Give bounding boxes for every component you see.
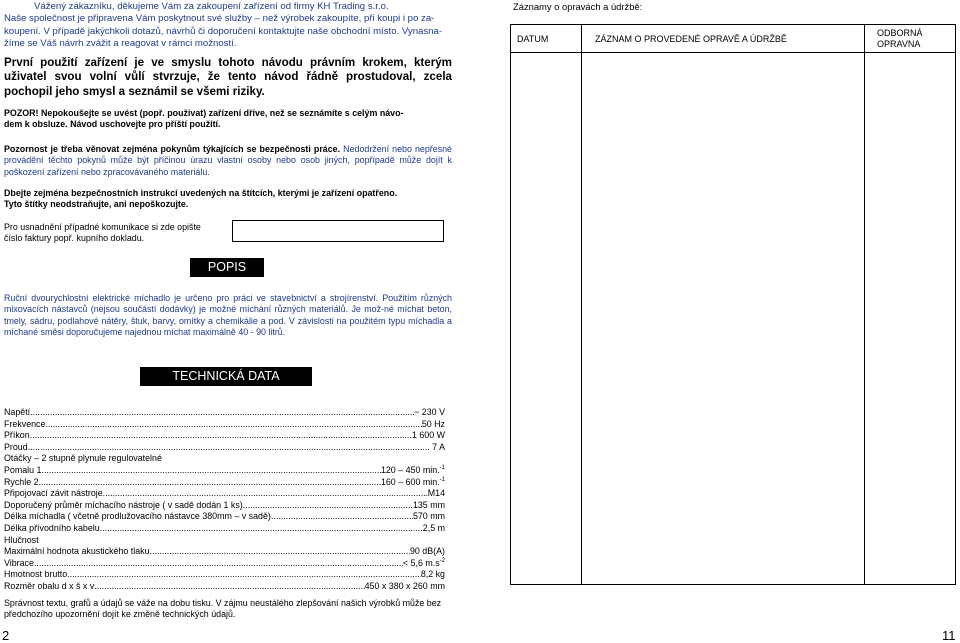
spec-label: Pomalu 1	[4, 464, 42, 475]
spec-value-text: ~ 230 V	[414, 407, 445, 417]
spec-dots	[42, 465, 381, 477]
spec-dots	[30, 407, 414, 419]
spec-label: Připojovací závit nástroje	[4, 488, 103, 499]
spec-value	[414, 407, 445, 419]
warning-labels	[4, 188, 452, 211]
spec-value	[421, 569, 445, 581]
tech-data-heading: TECHNICKÁ DATA	[140, 367, 312, 386]
table-divider	[864, 25, 865, 584]
spec-label: Frekvence	[4, 418, 46, 429]
invoice-instruction	[4, 222, 224, 245]
col-service	[877, 25, 923, 53]
spec-value-text: 50 Hz	[421, 418, 445, 429]
spec-value-text: 90 dB(A)	[409, 546, 445, 557]
warning-line: Dbejte zejména bezpečnostních instrukcí uvedených na štítcích, kterými je zařízení opatřeno.	[4, 188, 398, 198]
table-divider	[581, 25, 582, 584]
spec-value-text: 1 600 W	[411, 430, 445, 441]
popis-heading: POPIS	[190, 258, 264, 277]
spec-value	[420, 442, 445, 454]
spec-row	[4, 419, 445, 431]
spec-row	[4, 523, 445, 535]
spec-row	[4, 465, 445, 477]
spec-unit-exponent: -1	[439, 476, 445, 483]
col-service-line: ODBORNÁ	[877, 28, 923, 38]
warning-safety	[4, 144, 452, 178]
spec-row	[4, 581, 445, 593]
spec-dots	[103, 488, 428, 500]
spec-row	[4, 569, 445, 581]
spec-value-text: < 5,6 m.s	[402, 557, 440, 568]
warning-line: POZOR! Nepokoušejte se uvést (popř. používat) zařízení dříve, než se seznámíte s celým návo-	[4, 108, 404, 118]
spec-label: Doporučený průměr míchacího nástroje ( v sadě dodán 1 ks)	[4, 499, 243, 510]
spec-label: Rychle 2	[4, 476, 39, 487]
first-use-statement: První použití zařízení je ve smyslu tohoto návodu právním krokem, kterým uživatel svou volní vůlí stvrzuje, že tento návod řádně prostudoval, zcela pochopil jeho smysl a seznámil se všemi riziky.	[4, 56, 452, 98]
spec-row	[4, 407, 445, 419]
spec-row	[4, 477, 445, 489]
warning-line: dem k obsluze. Návod uschovejte pro příští použití.	[4, 119, 221, 130]
spec-row	[4, 546, 445, 558]
product-description: Ruční dvourychlostní elektrické míchadlo je určeno pro práci ve stavebnictví a strojírenství. Použitím různých mixovacích nástavců (nejsou součástí dodávky) je možné míchání různých materiálů. Je mož-né míchat beton, tmely, sádru, podlahové nátěry, štuk, barvy, omítky a chemikálie a pod. V závislosti na použitém typu míchadla a míchané směsi doporučujeme najednou míchat maximálně 40 - 90 litrů.	[4, 293, 452, 337]
spec-value-text: 450 x 380 x 260 mm	[364, 580, 445, 591]
spec-dots	[243, 500, 413, 512]
spec-value	[413, 511, 445, 523]
spec-dots	[39, 477, 381, 489]
spec-value-text: 570 mm	[412, 511, 445, 522]
col-date: DATUM	[517, 34, 549, 44]
intro-greeting: Vážený zákazníku, děkujeme Vám za zakoupení zařízení od firmy KH Trading s.r.o.	[34, 1, 389, 12]
tech-specs-list	[4, 407, 445, 593]
warning-read-manual	[4, 108, 452, 131]
spec-value-text: 8,2 kg	[420, 569, 445, 580]
spec-label: Maximální hodnota akustického tlaku	[4, 546, 150, 557]
spec-dots	[28, 442, 420, 454]
spec-value	[412, 430, 445, 442]
spec-label: Příkon	[4, 430, 30, 441]
spec-value	[423, 523, 445, 535]
spec-value	[428, 488, 445, 500]
footer-note: Správnost textu, grafů a údajů se váže na dobu tisku. V zájmu neustálého zlepšování našich výrobků může bez předchozího upozornění dojít ke změně technických údajů.	[4, 598, 442, 620]
spec-dots	[67, 569, 421, 581]
spec-row	[4, 488, 445, 500]
spec-row	[4, 442, 445, 454]
repairs-title: Záznamy o opravách a údržbě:	[513, 1, 643, 12]
intro-line: koupení. V případě jakýchkoli dotazů, návrhů či doporučení kontaktujte naše obchodní místo. Vynasna-	[4, 25, 443, 37]
warning-safety-bold: Pozornost je třeba věnovat zejména pokynům týkajících se bezpečnosti práce.	[4, 144, 341, 154]
spec-unit-exponent: -1	[439, 464, 445, 471]
repair-records-table	[510, 24, 956, 585]
spec-dots	[271, 511, 413, 523]
spec-label: Proud	[4, 441, 28, 452]
spec-label: Vibrace	[4, 557, 34, 568]
warning-line: Tyto štítky neodstraňujte, ani nepoškozujte.	[4, 199, 189, 210]
spec-row	[4, 535, 445, 547]
page-number-right: 11	[942, 628, 956, 643]
invoice-number-box[interactable]	[232, 220, 444, 242]
invoice-line: Pro usnadnění případné komunikace si zde opište	[4, 222, 201, 232]
spec-dots	[34, 558, 403, 570]
spec-value	[422, 419, 445, 431]
warning-safety-text: Nedodržení nebo nepřesné provádění těchto pokynů může být příčinou úrazu vlastní osoby nebo osob jiných, popřípadě může dojít k poškození zařízení nebo zpracovávaného materiálu.	[4, 144, 452, 177]
spec-value-text: 135 mm	[412, 499, 445, 510]
spec-value	[365, 581, 445, 593]
page-number-left: 2	[2, 628, 10, 643]
spec-unit-exponent: -2	[439, 557, 445, 564]
spec-label: Délka míchadla ( včetně prodlužovacího nástavce 380mm – v sadě)	[4, 511, 271, 522]
spec-value-text: 120 – 450 min.	[380, 464, 440, 475]
spec-value	[410, 546, 445, 558]
spec-label: Hmotnost brutto	[4, 569, 68, 580]
spec-label: Hlučnost	[4, 534, 39, 545]
spec-dots	[150, 546, 410, 558]
spec-row	[4, 558, 445, 570]
spec-value	[381, 465, 445, 477]
spec-label: Otáčky – 2 stupně plynule regulovatelné	[4, 453, 162, 464]
spec-row	[4, 453, 445, 465]
intro-line: žíme se Váš návrh zvážit a reagovat v rámci možností.	[4, 38, 237, 50]
intro-text	[4, 1, 454, 51]
spec-value	[403, 558, 445, 570]
spec-label: Rozměr obalu d x š x v	[4, 580, 95, 591]
spec-value-text: 160 – 600 min.	[380, 476, 440, 487]
spec-value-text: 2,5 m	[422, 522, 445, 533]
spec-dots	[94, 581, 364, 593]
col-record: ZÁZNAM O PROVEDENÉ OPRAVĚ A ÚDRŽBĚ	[595, 34, 787, 44]
spec-dots	[45, 419, 421, 431]
spec-row	[4, 430, 445, 442]
spec-label: Napětí	[4, 407, 31, 417]
spec-label: Délka přívodního kabelu	[4, 522, 100, 533]
invoice-line: číslo faktury popř. kupního dokladu.	[4, 233, 145, 244]
spec-value	[381, 477, 445, 489]
col-service-line: OPRAVNA	[877, 39, 921, 49]
spec-value-text: .... 7 A	[419, 441, 445, 452]
spec-row	[4, 500, 445, 512]
spec-dots	[30, 430, 412, 442]
spec-row	[4, 511, 445, 523]
spec-dots	[100, 523, 423, 535]
spec-value	[413, 500, 445, 512]
table-header	[511, 25, 955, 53]
spec-value-text: M14	[427, 488, 445, 499]
intro-line: Naše společnost je připravena Vám poskytnout své služby – než výrobek zakoupíte, při koupi i po za-	[4, 13, 435, 25]
